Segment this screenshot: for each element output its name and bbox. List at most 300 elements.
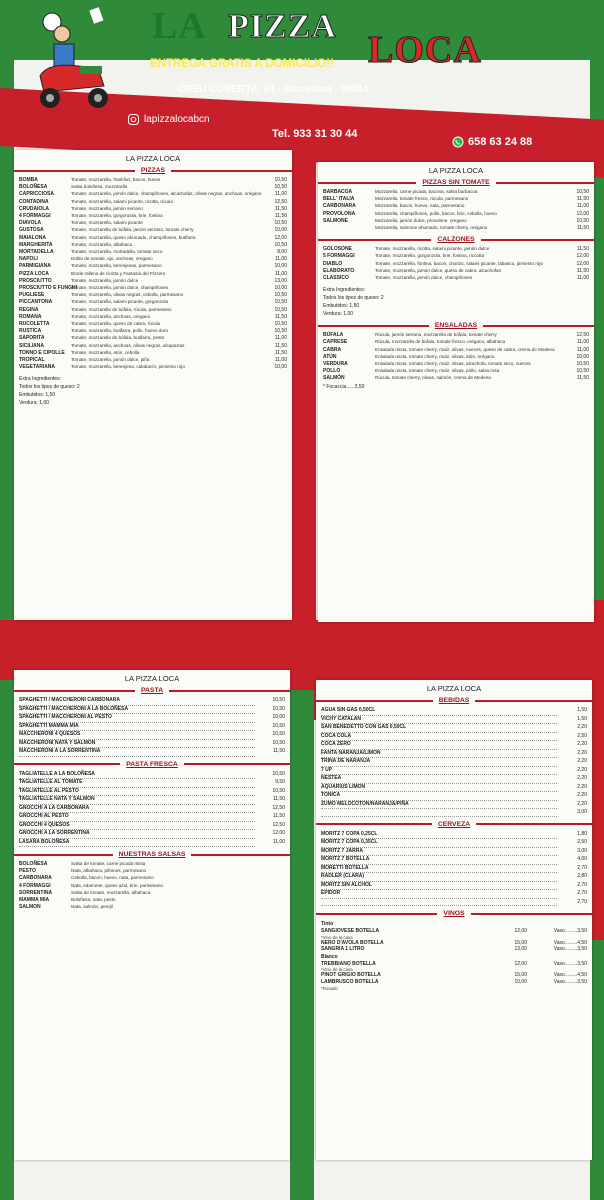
sauce-description: Nata, salmón, perejil <box>71 904 113 910</box>
item-description: Tomate, mozzarella, jamón dulce, champiñones, alcachofas, olivas negras, anchoas, orégano <box>71 191 262 197</box>
item-price: 11,00 <box>272 838 285 845</box>
item-name: LASAÑA BOLOÑESA <box>19 839 255 848</box>
vinos-blanco: Blanco <box>321 953 338 960</box>
item-name: FANTA NARANJA/LIMON <box>321 750 557 759</box>
menu-item <box>316 792 592 801</box>
item-name: MORITZ 7 COPA 0,35CL <box>321 839 557 848</box>
menu-item <box>14 213 292 220</box>
item-description: Rúcula, jamón serrano, mozzarella de búfala, tomate cherry <box>375 332 497 338</box>
menu-item <box>14 278 292 285</box>
menu-item <box>316 716 592 725</box>
extra-line: Todos los tipos de queso: 2 <box>323 295 384 302</box>
item-price: 11,00 <box>274 256 287 263</box>
item-description: Tomate, mozzarella, gorgonzola, brie, fontina <box>71 213 163 219</box>
sauce-item <box>14 897 290 904</box>
sauce-name: CARBONARA <box>19 875 52 882</box>
item-name: BARBACOA <box>323 189 353 195</box>
menu-item <box>14 830 290 839</box>
item-description: Tomate, mozzarella, jamón dulce, champiñones <box>71 285 169 291</box>
wine-price: 15,00 <box>514 972 527 979</box>
section-vinos: VINOS <box>316 910 592 917</box>
item-price: 11,00 <box>576 275 589 282</box>
extra-line: Embutidos: 1,50 <box>19 392 56 399</box>
item-name: MAIALONA <box>19 234 46 241</box>
wine-price: 12,00 <box>514 960 527 967</box>
menu-item <box>318 261 594 268</box>
item-name: CARBONARA <box>323 203 356 210</box>
item-name: GNOCCHI A LA SORRENTINA <box>19 830 255 839</box>
item-description: Tomate, mozzarella, queso ahumado, champiñones, butifarra <box>71 234 196 240</box>
wine-glass-price: Vaso.........4,50 <box>553 939 587 946</box>
item-name: PROSCIUTTO E FUNGHI <box>19 285 77 292</box>
whatsapp[interactable] <box>452 136 532 148</box>
item-description: Ensalada mixta, tomate cherry, maíz, olivas, nueces, queso de cabra, crema de Modena <box>375 346 555 352</box>
item-price: 11,50 <box>272 796 285 802</box>
menu-item <box>14 748 290 757</box>
wine-item <box>316 972 592 979</box>
item-name: 7 UP <box>321 767 557 776</box>
item-name: CLASSICO <box>323 275 349 282</box>
menu-item <box>316 767 592 776</box>
section-salsas: NUESTRAS SALSAS <box>14 851 290 858</box>
item-price: 11,50 <box>272 748 285 754</box>
item-price: 11,50 <box>576 196 589 203</box>
item-price: 12,00 <box>576 260 589 267</box>
item-description: Mozzarella, salmone ahumado, tomate cherry, oregano <box>375 225 488 231</box>
menu-item <box>316 890 592 899</box>
menu-item <box>14 299 292 306</box>
sauce-description: Salsa de tomate, mozzarella, albahaca <box>71 889 151 895</box>
panel-title: LA PIZZA LOCA <box>124 674 180 683</box>
item-description: Tomate, mozzarella, salami picante, gorgonzola <box>71 299 169 305</box>
flag-red-vertical <box>290 130 316 720</box>
item-price: 12,50 <box>272 804 285 811</box>
item-price: 2,20 <box>577 758 587 764</box>
item-name: RADLER (CLARA) <box>321 873 557 882</box>
flag-green-vertical <box>290 690 314 1200</box>
instagram[interactable] <box>128 114 210 125</box>
item-price: 10,50 <box>272 739 285 746</box>
item-description: Mozzarella, bacon, huevo, nata, parmesano <box>375 203 465 209</box>
menu-item <box>14 788 290 797</box>
item-description: Tomate, mozzarella, anchoas, oregano <box>71 313 151 319</box>
menu-item <box>316 784 592 793</box>
item-name: SPAGHETTI / MACCHERONI CARBONARA <box>19 697 255 706</box>
item-price: 2,70 <box>577 898 587 905</box>
item-name: CONTADINA <box>19 198 49 205</box>
item-name: SPAGHETTI / MACCHERONI A LA BOLOÑESA <box>19 706 255 715</box>
item-description: Tomate, mozzarella, jamón dulce, queso de cabra, alcachofas <box>375 267 501 273</box>
item-price: 11,50 <box>576 246 589 253</box>
item-name: MARGHERITA <box>19 241 53 248</box>
item-price: 10,50 <box>272 731 285 737</box>
item-name: TAGLIATELLE AL TOMATE <box>19 779 255 788</box>
wine-glass-price: Vaso.........3,50 <box>553 928 587 934</box>
item-price: 3,00 <box>577 847 587 854</box>
menu-item <box>14 723 290 732</box>
menu-item <box>316 707 592 716</box>
item-price: 2,20 <box>577 741 587 747</box>
sauce-description: Nata, albahaca, piñones, parmesano <box>71 868 147 874</box>
section-pasta-fresca: PASTA FRESCA <box>14 761 290 768</box>
item-name: AQUARIUS LIMON <box>321 784 557 793</box>
menu-item <box>14 731 290 740</box>
wine-item <box>316 946 592 953</box>
wine-note: *Vino de la casa <box>321 934 353 940</box>
tagline: ENTREGA GRATIS A DOMICILIO!! <box>150 58 334 70</box>
item-name: PICCANTONA <box>19 299 53 306</box>
item-price: 10,50 <box>274 241 287 248</box>
wine-name: SANGRIA 1 LITRO <box>321 946 365 953</box>
item-name: PARMIGIANA <box>19 263 51 270</box>
item-name: RUCOLETTA <box>19 321 50 328</box>
item-price: 11,50 <box>576 375 589 382</box>
menu-item <box>14 206 292 213</box>
item-name: PROVOLONA <box>323 210 356 217</box>
menu-item <box>14 184 292 191</box>
item-name: EPIDOR <box>321 890 557 899</box>
item-description: Tomate, mozzarella, queso de cabra, rúcula <box>71 321 161 327</box>
item-price: 10,50 <box>274 306 287 313</box>
item-name: MORTADELLA <box>19 249 54 256</box>
menu-item <box>318 246 594 253</box>
item-name: CAPRESE <box>323 339 348 346</box>
item-name: BELL' ITALIA <box>323 196 355 203</box>
menu-item <box>318 354 594 361</box>
item-name: MACCHERONI 4 QUESOS <box>19 731 255 740</box>
item-name: BOLOÑESA <box>19 184 48 191</box>
menu-item <box>14 364 292 371</box>
menu-item <box>14 805 290 814</box>
item-price: 1,80 <box>577 830 587 837</box>
menu-item <box>14 771 290 780</box>
menu-item <box>316 865 592 874</box>
wine-name: TREBBIANO BOTELLA <box>321 960 376 967</box>
item-description: Tomate, mozzarella, fontina, bacon, chorizo, salami picante, tabasco, pimiento rojo <box>375 260 544 266</box>
item-price: 2,20 <box>577 749 587 756</box>
menu-item <box>316 856 592 865</box>
item-price: 10,00 <box>576 353 589 360</box>
extras-title: Extra Ingredientes: <box>323 287 365 294</box>
menu-item <box>316 801 592 810</box>
menu-item <box>318 203 594 210</box>
item-description: Tomate, mozzarella, jamón dulce, piña <box>71 357 150 363</box>
wine-glass-price: Vaso.........3,50 <box>553 960 587 967</box>
item-price: 11,50 <box>274 205 287 212</box>
wine-item <box>316 928 592 935</box>
menu-item <box>14 263 292 270</box>
item-name: MORITZ SIN ALCHOL <box>321 882 557 891</box>
item-name: DIAVOLA <box>19 220 42 227</box>
item-description: Ensalada mixta, tomate cherry, maíz, olivas, alcachofa, tomate seco, nueces <box>375 361 531 367</box>
wine-item <box>316 940 592 947</box>
menu-item <box>14 335 292 342</box>
menu-item <box>14 249 292 256</box>
menu-item <box>14 242 292 249</box>
menu-item <box>14 357 292 364</box>
sauce-item <box>14 875 290 882</box>
menu-item <box>316 848 592 857</box>
item-description: Tomate, mozzarella, albahaca <box>71 241 133 247</box>
item-price: 11,50 <box>274 213 287 220</box>
wine-price: 10,00 <box>514 978 527 985</box>
item-price: 11,00 <box>274 357 287 364</box>
section-ensaladas: ENSALADAS <box>318 322 594 329</box>
menu-item <box>318 275 594 282</box>
item-price: 3,00 <box>577 809 587 815</box>
item-name: TONNO E CIPOLLE <box>19 349 65 356</box>
wine-glass-price: Vaso.........3,50 <box>553 978 587 985</box>
item-name: MACCHERONI NATA Y SALMON <box>19 740 255 749</box>
scooter-mascot-icon <box>28 6 118 114</box>
wine-glass-price: Vaso.........3,50 <box>553 946 587 953</box>
item-price: 2,20 <box>577 724 587 730</box>
item-description: Doble de tomate, ajo, anchoas, oregano <box>71 256 153 262</box>
sauce-description: Cebolla, bacon, huevo, nata, parmesano <box>71 875 154 881</box>
item-price: 12,00 <box>576 210 589 217</box>
sauce-item <box>14 890 290 897</box>
menu-item <box>318 218 594 225</box>
item-name: MACCHERONI A LA SORRENTINA <box>19 748 255 757</box>
item-name: MORITZ 7 JARRA <box>321 848 557 857</box>
menu-item <box>316 831 592 840</box>
item-name: ROMANA <box>19 313 42 320</box>
menu-item <box>318 375 594 382</box>
menu-item <box>14 779 290 788</box>
item-price: 10,50 <box>272 770 285 777</box>
item-price: 10,00 <box>272 714 285 720</box>
item-price: 10,00 <box>274 263 287 270</box>
wine-item <box>316 979 592 986</box>
item-price: 12,00 <box>576 253 589 260</box>
item-price: 2,70 <box>577 890 587 896</box>
item-price: 2,20 <box>577 775 587 781</box>
item-price: 11,00 <box>576 339 589 346</box>
item-price: 10,50 <box>576 217 589 224</box>
wine-price: 15,00 <box>514 939 527 946</box>
item-description: Tomate, mozzarella, gorgonzola, brie, fontina, riccotta <box>375 253 485 259</box>
instagram-handle: lapizzalocabcn <box>144 114 210 125</box>
item-name <box>321 809 557 817</box>
item-description: Tomate, mozzarella de búfala, jamón serrano, tomate cherry <box>71 227 194 233</box>
item-price: 10,50 <box>274 328 287 335</box>
telephone[interactable]: Tel. 933 31 30 44 <box>272 128 358 140</box>
item-price: 2,80 <box>577 873 587 879</box>
menu-item <box>316 758 592 767</box>
item-price: 11,00 <box>576 203 589 210</box>
item-description: Tomate, mozzarella, anchoas, olivas negras, alcaparras <box>71 342 185 348</box>
item-name: GNOCCHI AL PESTO <box>19 813 255 822</box>
item-price: 12,50 <box>274 198 287 205</box>
item-price: 9,50 <box>275 779 285 785</box>
item-description: Tomate, mozzarella, atún, cebolla <box>71 349 140 355</box>
instagram-icon <box>128 114 139 125</box>
item-price: 11,50 <box>274 313 287 320</box>
item-price: 11,50 <box>576 225 589 232</box>
item-name: GNOCCHI A LA CARBONARA <box>19 805 255 814</box>
item-price: 11,00 <box>576 346 589 353</box>
item-name: 5 FORMAGGI <box>323 253 355 260</box>
wine-glass-price: Vaso.........4,50 <box>553 972 587 979</box>
item-name: ZUMO MELOCOTON/NARANJA/PIÑA <box>321 801 557 810</box>
item-description: Tomate, mozzarella, jamón dulce <box>71 277 139 283</box>
item-name: VEGETARIANA <box>19 364 56 371</box>
item-price: 10,50 <box>274 292 287 299</box>
item-price: 8,00 <box>277 249 287 256</box>
item-price: 2,50 <box>577 839 587 845</box>
item-name: SICILIANA <box>19 342 44 349</box>
menu-item <box>14 256 292 263</box>
menu-item <box>316 882 592 891</box>
item-price: 2,70 <box>577 864 587 871</box>
item-name: AGUA SIN GAS 0,50CL <box>321 707 557 716</box>
menu-item <box>14 177 292 184</box>
item-name: COCA ZERO <box>321 741 557 750</box>
brand-loca: LOCA <box>368 29 482 71</box>
menu-item <box>14 839 290 848</box>
item-name: PIZZA LOCA <box>19 270 49 277</box>
item-price: 1,50 <box>577 707 587 713</box>
sauce-name: MAMMA MIA <box>19 897 50 904</box>
item-name: VERDURA <box>323 361 348 368</box>
header <box>0 0 604 160</box>
menu-item <box>14 813 290 822</box>
sauce-name: PESTO <box>19 868 36 875</box>
item-name: TONICA <box>321 792 557 801</box>
item-price: 2,20 <box>577 792 587 798</box>
extra-line: Todos los tipos de queso: 2 <box>19 384 80 391</box>
menu-item <box>316 750 592 759</box>
wine-note: *Vino de la casa <box>321 967 353 973</box>
item-description: Salsa boloñesa, mozzarella <box>71 184 128 190</box>
menu-item <box>14 697 290 706</box>
item-price: 10,50 <box>274 177 287 183</box>
whatsapp-icon <box>452 136 464 148</box>
sauce-description: Salsa de tomate, carne picada mixta <box>71 861 146 866</box>
item-name: VICHY CATALAN <box>321 716 557 725</box>
menu-item <box>316 899 592 907</box>
item-price: 13,00 <box>274 277 287 284</box>
extras-title: Extra Ingredientes: <box>19 376 61 383</box>
item-name: SALMONE <box>323 217 348 224</box>
menu-item <box>316 775 592 784</box>
item-description: Ensalada mixta, tomate cherry, maíz, olivas, pollo, salsa rosa <box>375 368 500 374</box>
section-pizzas: PIZZAS <box>14 167 292 174</box>
item-description: Tomate, mozzarella, ricotta, salami picante, jamón dulce <box>375 246 490 252</box>
item-name: BÚFALA <box>323 332 344 339</box>
menu-item <box>14 199 292 206</box>
item-price: 12,50 <box>576 332 589 339</box>
item-name: NESTEA <box>321 775 557 784</box>
item-name: ATÚN <box>323 353 337 360</box>
sauce-name: SORRENTINA <box>19 889 53 896</box>
brand-pizza: PIZZA <box>228 8 337 45</box>
menu-item <box>318 211 594 218</box>
item-price: 10,50 <box>274 321 287 328</box>
menu-item <box>14 350 292 357</box>
item-name: PUGLIESE <box>19 292 45 299</box>
item-price: 11,00 <box>274 335 287 342</box>
wine-name: SANGIOVESE BOTELLA <box>321 928 380 934</box>
panel-bebidas <box>316 680 592 1160</box>
item-description: Mozzarella, champiñones, pollo, bacon, brie, cebolla, huevo <box>375 210 497 216</box>
item-price: 4,00 <box>577 856 587 862</box>
menu-item <box>316 724 592 733</box>
sauce-description: Boloñesa, nata, pesto <box>71 897 116 903</box>
item-description: Tomate, mozzarella de búfala, butifarra, pesto <box>71 335 165 341</box>
item-name: BOMBA <box>19 177 38 183</box>
item-price: 1,50 <box>577 715 587 722</box>
item-description: Ensalada mixta, tomate cherry, maíz, olivas, atún, orégano <box>375 353 495 359</box>
item-description: Tomate, mozzarella, olivas negras, cebolla, parmesano <box>71 292 184 298</box>
menu-item <box>14 321 292 328</box>
item-price: 10,50 <box>576 189 589 195</box>
menu-item <box>14 227 292 234</box>
section-cerveza: CERVEZA <box>316 821 592 828</box>
item-price: 11,00 <box>274 270 287 277</box>
menu-item <box>318 225 594 232</box>
item-name: TAGLIATELLE A LA BOLOÑESA <box>19 771 255 780</box>
sauce-item <box>14 883 290 890</box>
item-name: COCA COLA <box>321 733 557 742</box>
panel-title: LA PIZZA LOCA <box>426 684 482 693</box>
item-description: Rúcula, tomate cherry, olivas, salmón, crema de Modena <box>375 375 491 381</box>
item-name: DIABLO <box>323 260 343 267</box>
menu-item <box>14 714 290 723</box>
item-price: 12,00 <box>272 830 285 836</box>
item-price: 10,50 <box>272 787 285 794</box>
item-price: 10,50 <box>576 368 589 375</box>
panel-pizzas-sin-tomate <box>318 162 594 622</box>
item-description: Mozzarella, tomate fresco, rúcula, parmesano <box>375 196 469 202</box>
menu-item <box>318 339 594 346</box>
item-name: GNOCCHI 4 QUESOS <box>19 822 255 831</box>
focaccia: * Focaccia......3,50 <box>323 383 365 390</box>
item-price: 10,50 <box>272 697 285 703</box>
wine-price: 12,00 <box>514 928 527 934</box>
menu-item <box>316 809 592 817</box>
item-price: 10,50 <box>272 705 285 712</box>
item-name: TAGLIATELLE AL PESTO <box>19 788 255 797</box>
panel-title: LA PIZZA LOCA <box>125 154 181 163</box>
item-name: SPAGHETTI / MACCHERONI AL PESTO <box>19 714 255 723</box>
item-name <box>321 899 557 907</box>
item-description: Tomate, mozzarella, jamón dulce, champiñones <box>375 275 473 281</box>
menu-item <box>318 189 594 196</box>
menu-item <box>14 740 290 749</box>
item-name: PROSCIUTTO <box>19 277 52 284</box>
item-price: 11,50 <box>272 813 285 819</box>
menu-item <box>14 706 290 715</box>
menu-item <box>14 271 292 278</box>
sauce-item <box>14 861 290 868</box>
wine-name: LAMBRUSCO BOTELLA <box>321 978 379 985</box>
menu-item <box>14 343 292 350</box>
item-name: MORITZ 7 COPA 0,25CL <box>321 831 557 840</box>
section-bebidas: BEBIDAS <box>316 697 592 704</box>
item-name: SAPORITA <box>19 335 45 342</box>
item-description: Tomate, mozzarella, frankfurt, bacon, huevo <box>71 177 161 182</box>
menu-item <box>318 253 594 260</box>
menu-item <box>318 332 594 339</box>
item-name: RUSTICA <box>19 328 42 335</box>
extra-line: Verdura: 1,00 <box>19 400 50 407</box>
item-name: SPAGHETTI MAMMA MIA <box>19 723 255 732</box>
item-price: 2,50 <box>577 732 587 739</box>
item-price: 2,20 <box>577 800 587 807</box>
panel-title: LA PIZZA LOCA <box>428 166 484 175</box>
menu-item <box>14 285 292 292</box>
